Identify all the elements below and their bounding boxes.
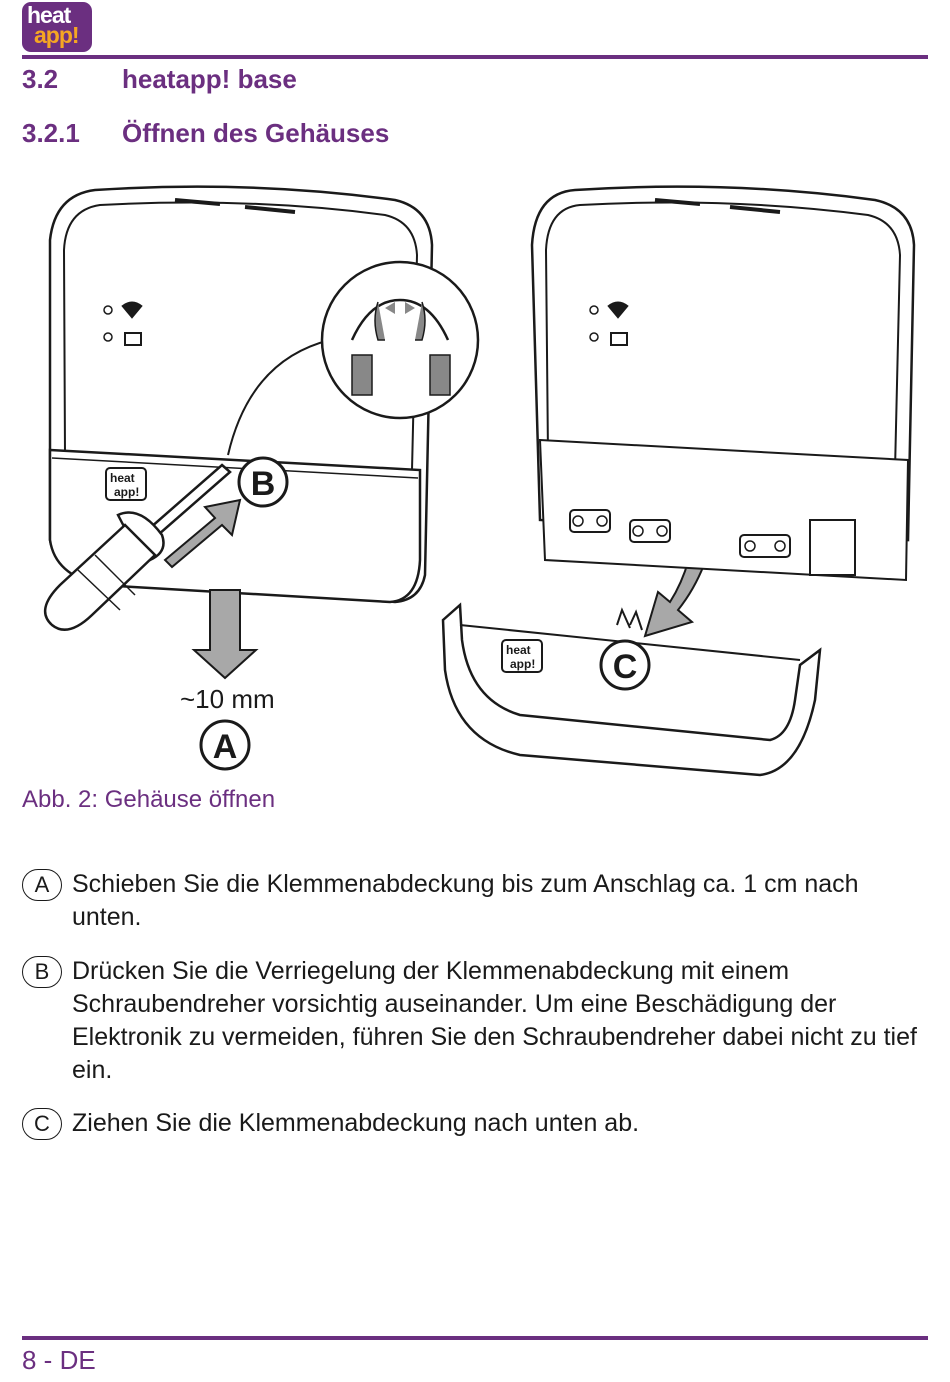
heatapp-logo xyxy=(22,2,92,52)
callout-c xyxy=(601,641,649,689)
arrow-down-a xyxy=(194,590,256,678)
dimension-label: ~10 mm xyxy=(180,684,275,714)
device-logo-left xyxy=(106,468,146,500)
device-right xyxy=(532,187,914,580)
step-c-text: Ziehen Sie die Klemmenabdeckung nach unten ab. xyxy=(72,1109,640,1137)
device-logo-left-line1: heat xyxy=(110,471,135,485)
callout-a xyxy=(201,721,249,769)
footer-rule xyxy=(22,1336,928,1340)
page-number: 8 - DE xyxy=(22,1345,96,1375)
section-number: 3.2 xyxy=(22,64,59,94)
subsection-title: Öffnen des Gehäuses xyxy=(122,118,390,148)
device-logo-left-line2: app! xyxy=(114,485,140,499)
callout-b xyxy=(239,458,287,506)
step-b-text: Drücken Sie die Verriegelung der Klemmenabdeckung mit einem Schraubendreher vorsichtig auseinander. Um eine Beschädigung der Elektronik zu vermeiden, führen Sie den Schraubendreher dabei nicht zu tief ein. xyxy=(72,957,917,1084)
device-logo-cover xyxy=(502,640,542,672)
illustration-opening-housing xyxy=(0,150,950,790)
step-b-badge: B xyxy=(22,956,62,988)
callout-c-label: C xyxy=(612,648,638,686)
header-rule xyxy=(22,55,928,59)
logo-text-app: app! xyxy=(34,22,79,48)
callout-b-label: B xyxy=(250,465,276,503)
step-a-badge: A xyxy=(22,869,62,901)
terminal-cover xyxy=(443,605,820,775)
logo-text-heat: heat xyxy=(27,2,71,28)
step-a-text: Schieben Sie die Klemmenabdeckung bis zum Anschlag ca. 1 cm nach unten. xyxy=(72,870,859,931)
step-c-badge: C xyxy=(22,1108,62,1140)
device-logo-cover-line1: heat xyxy=(506,643,531,657)
device-logo-cover-line2: app! xyxy=(510,657,536,671)
callout-a-label: A xyxy=(212,728,238,766)
subsection-number: 3.2.1 xyxy=(22,118,80,148)
figure-caption: Abb. 2: Gehäuse öffnen xyxy=(22,786,276,813)
section-title: heatapp! base xyxy=(122,64,297,94)
